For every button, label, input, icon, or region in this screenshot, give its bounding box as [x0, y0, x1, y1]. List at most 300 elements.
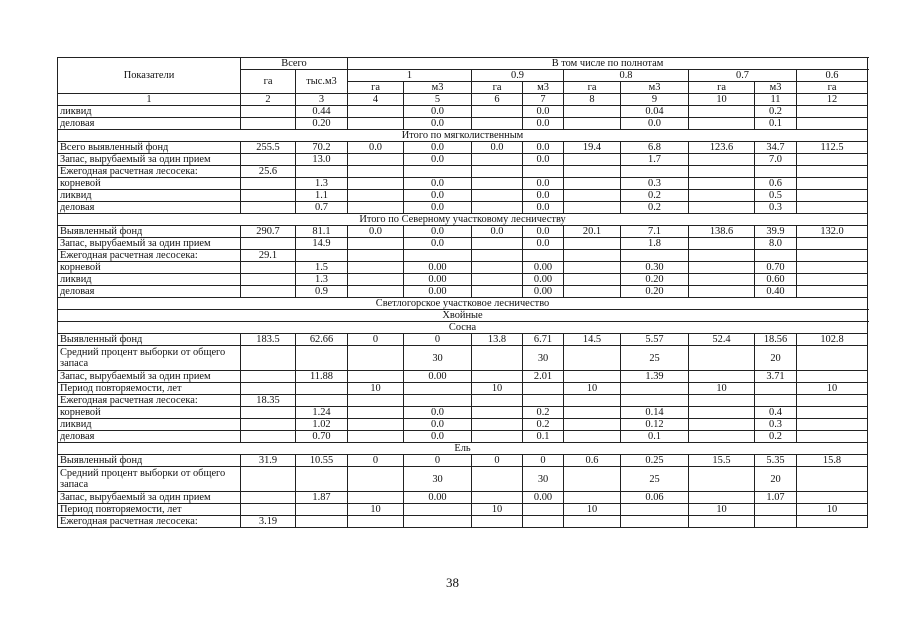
table-cell — [564, 407, 621, 419]
table-cell — [797, 286, 868, 298]
table-cell: 0.0 — [404, 106, 472, 118]
table-cell: 0 — [348, 334, 404, 346]
table-cell — [348, 274, 404, 286]
column-number: 3 — [296, 94, 348, 106]
table-cell: 0.20 — [296, 118, 348, 130]
table-cell — [797, 118, 868, 130]
table-cell: 0.0 — [523, 226, 564, 238]
table-cell — [523, 395, 564, 407]
row-label: корневой — [58, 407, 241, 419]
table-cell: 81.1 — [296, 226, 348, 238]
table-cell — [564, 250, 621, 262]
table-cell: 30 — [523, 467, 564, 492]
table-cell — [755, 516, 797, 528]
header-unit-m3: м3 — [523, 82, 564, 94]
table-cell: 138.6 — [689, 226, 755, 238]
row-label: Выявленный фонд — [58, 334, 241, 346]
table-cell: 0.0 — [404, 226, 472, 238]
column-number: 6 — [472, 94, 523, 106]
table-cell: 13.8 — [472, 334, 523, 346]
table-cell — [564, 202, 621, 214]
table-cell — [296, 516, 348, 528]
table-cell — [564, 346, 621, 371]
table-cell — [564, 178, 621, 190]
header-row-1 — [58, 58, 868, 70]
table-cell: 0.2 — [755, 106, 797, 118]
table-cell — [241, 467, 296, 492]
table-cell — [689, 250, 755, 262]
table-row — [58, 178, 868, 190]
table-cell: 0.0 — [523, 190, 564, 202]
table-cell: 30 — [523, 346, 564, 371]
table-cell: 6.71 — [523, 334, 564, 346]
header-density-0-6: 0.6 — [797, 70, 868, 82]
header-unit-ha: га — [564, 82, 621, 94]
table-cell: 0.0 — [523, 178, 564, 190]
table-cell — [404, 504, 472, 516]
table-cell: 0.00 — [404, 371, 472, 383]
table-cell — [472, 190, 523, 202]
table-cell — [564, 190, 621, 202]
table-cell — [472, 118, 523, 130]
table-cell — [621, 504, 689, 516]
table-cell — [241, 419, 296, 431]
table-cell — [472, 166, 523, 178]
row-label: Ежегодная расчетная лесосека: — [58, 395, 241, 407]
section-row — [58, 130, 868, 142]
table-cell — [689, 274, 755, 286]
row-label: деловая — [58, 431, 241, 443]
table-cell — [348, 431, 404, 443]
header-density-1: 1 — [348, 70, 472, 82]
table-cell: 0 — [404, 334, 472, 346]
table-cell: 10 — [797, 383, 868, 395]
table-row — [58, 395, 868, 407]
table-cell — [348, 190, 404, 202]
table-row — [58, 226, 868, 238]
table-cell: 0.00 — [404, 492, 472, 504]
table-cell: 0.40 — [755, 286, 797, 298]
table-cell: 0.00 — [404, 262, 472, 274]
table-cell — [797, 516, 868, 528]
table-cell — [472, 516, 523, 528]
row-label: Средний процент выборки от общего запаса — [58, 346, 241, 371]
section-title: Итого по мягколиственным — [58, 130, 868, 142]
row-label: Запас, вырубаемый за один прием — [58, 238, 241, 250]
table-cell — [348, 286, 404, 298]
table-cell: 0.0 — [348, 142, 404, 154]
table-row — [58, 262, 868, 274]
table-body — [58, 106, 868, 528]
table-cell: 0.00 — [523, 274, 564, 286]
table-cell: 132.0 — [797, 226, 868, 238]
table-cell: 30 — [404, 467, 472, 492]
table-cell — [404, 383, 472, 395]
row-label: Ежегодная расчетная лесосека: — [58, 166, 241, 178]
table-cell: 0.0 — [404, 142, 472, 154]
row-label: ликвид — [58, 419, 241, 431]
row-label: ликвид — [58, 106, 241, 118]
table-cell: 29.1 — [241, 250, 296, 262]
table-cell: 14.5 — [564, 334, 621, 346]
table-cell: 0.4 — [755, 407, 797, 419]
table-row — [58, 492, 868, 504]
table-cell — [689, 467, 755, 492]
table-cell — [348, 407, 404, 419]
table-cell: 0.0 — [348, 226, 404, 238]
table-cell — [241, 383, 296, 395]
table-cell: 0.0 — [404, 154, 472, 166]
header-by-density: В том числе по полнотам — [348, 58, 868, 70]
table-cell: 0.00 — [523, 492, 564, 504]
table-cell: 34.7 — [755, 142, 797, 154]
table-cell — [621, 516, 689, 528]
table-row — [58, 431, 868, 443]
table-cell: 39.9 — [755, 226, 797, 238]
table-cell: 123.6 — [689, 142, 755, 154]
table-cell — [689, 395, 755, 407]
table-cell: 0.6 — [755, 178, 797, 190]
table-cell — [689, 154, 755, 166]
table-cell — [296, 504, 348, 516]
table-cell: 10 — [564, 504, 621, 516]
table-row — [58, 106, 868, 118]
table-cell — [564, 516, 621, 528]
table-row — [58, 455, 868, 467]
table-cell — [241, 286, 296, 298]
table-cell — [797, 419, 868, 431]
table-cell: 1.5 — [296, 262, 348, 274]
table-cell — [348, 419, 404, 431]
table-cell — [797, 190, 868, 202]
table-cell: 14.9 — [296, 238, 348, 250]
table-cell: 0.0 — [523, 118, 564, 130]
table-cell: 0.0 — [523, 238, 564, 250]
table-cell: 10 — [797, 504, 868, 516]
table-cell: 0.2 — [523, 407, 564, 419]
row-label: деловая — [58, 118, 241, 130]
column-number: 5 — [404, 94, 472, 106]
table-cell — [348, 178, 404, 190]
table-cell: 30 — [404, 346, 472, 371]
section-title: Хвойные — [58, 310, 868, 322]
table-cell — [296, 383, 348, 395]
header-total-ha: га — [241, 70, 296, 94]
row-label: Запас, вырубаемый за один прием — [58, 492, 241, 504]
table-cell: 10 — [472, 504, 523, 516]
table-cell: 0.70 — [296, 431, 348, 443]
header-unit-m3: м3 — [621, 82, 689, 94]
table-cell — [797, 262, 868, 274]
header-density-0-9: 0.9 — [472, 70, 564, 82]
header-column-numbers — [58, 94, 868, 106]
table-cell: 0.04 — [621, 106, 689, 118]
table-cell: 10 — [689, 383, 755, 395]
table-cell: 0.0 — [404, 190, 472, 202]
table-cell — [621, 383, 689, 395]
table-row — [58, 407, 868, 419]
table-cell — [523, 383, 564, 395]
table-cell — [404, 516, 472, 528]
table-cell: 0 — [523, 455, 564, 467]
table-cell: 19.4 — [564, 142, 621, 154]
table-cell: 25.6 — [241, 166, 296, 178]
table-cell: 11.88 — [296, 371, 348, 383]
table-cell: 0.20 — [621, 286, 689, 298]
table-cell: 0.1 — [523, 431, 564, 443]
table-cell — [564, 154, 621, 166]
table-cell — [564, 492, 621, 504]
section-row — [58, 298, 868, 310]
section-title: Ель — [58, 443, 868, 455]
table-cell: 0.0 — [404, 407, 472, 419]
table-cell: 0.00 — [404, 274, 472, 286]
table-cell: 10 — [472, 383, 523, 395]
row-label: деловая — [58, 286, 241, 298]
table-cell — [472, 492, 523, 504]
table-row — [58, 142, 868, 154]
table-cell — [241, 504, 296, 516]
table-cell — [241, 431, 296, 443]
table-cell: 10 — [564, 383, 621, 395]
table-cell — [348, 371, 404, 383]
table-cell — [621, 395, 689, 407]
table-cell — [472, 395, 523, 407]
table-cell — [472, 419, 523, 431]
table-cell — [689, 190, 755, 202]
table-cell — [348, 250, 404, 262]
table-cell — [296, 346, 348, 371]
page-number: 38 — [446, 575, 459, 590]
table-cell: 52.4 — [689, 334, 755, 346]
table-cell — [348, 262, 404, 274]
table-cell — [404, 166, 472, 178]
table-row — [58, 190, 868, 202]
table-cell — [689, 371, 755, 383]
table-cell — [472, 371, 523, 383]
table-cell: 0.0 — [523, 202, 564, 214]
table-cell — [797, 467, 868, 492]
table-cell: 0.44 — [296, 106, 348, 118]
column-number: 1 — [58, 94, 241, 106]
table-cell — [472, 202, 523, 214]
table-cell: 1.02 — [296, 419, 348, 431]
table-cell: 0.12 — [621, 419, 689, 431]
table-cell: 1.87 — [296, 492, 348, 504]
header-unit-ha: га — [689, 82, 755, 94]
table-cell — [564, 286, 621, 298]
table-cell: 15.8 — [797, 455, 868, 467]
table-cell: 13.0 — [296, 154, 348, 166]
table-cell: 0.1 — [755, 118, 797, 130]
table-cell: 0.2 — [621, 190, 689, 202]
table-row — [58, 238, 868, 250]
table-row — [58, 467, 868, 492]
table-cell — [241, 202, 296, 214]
table-cell — [564, 238, 621, 250]
table-cell — [472, 346, 523, 371]
table-cell — [472, 250, 523, 262]
table-cell: 0.3 — [621, 178, 689, 190]
table-cell — [564, 371, 621, 383]
table-row — [58, 383, 868, 395]
column-number: 8 — [564, 94, 621, 106]
table-cell — [564, 467, 621, 492]
table-cell — [621, 250, 689, 262]
table-cell: 0.6 — [564, 455, 621, 467]
header-unit-m3: м3 — [755, 82, 797, 94]
table-cell: 0.00 — [523, 286, 564, 298]
table-cell — [755, 395, 797, 407]
table-cell — [296, 166, 348, 178]
table-cell — [564, 106, 621, 118]
table-cell — [348, 467, 404, 492]
table-cell: 10 — [348, 383, 404, 395]
table-row — [58, 250, 868, 262]
section-row — [58, 310, 868, 322]
table-cell: 1.3 — [296, 178, 348, 190]
table-cell — [241, 106, 296, 118]
table-cell — [797, 431, 868, 443]
table-cell — [241, 262, 296, 274]
table-cell — [472, 467, 523, 492]
table-cell — [348, 492, 404, 504]
table-cell: 0.00 — [404, 286, 472, 298]
table-cell — [241, 346, 296, 371]
table-cell — [797, 166, 868, 178]
table-cell — [348, 346, 404, 371]
table-cell: 255.5 — [241, 142, 296, 154]
table-cell — [241, 371, 296, 383]
row-label: ликвид — [58, 274, 241, 286]
table-cell — [472, 286, 523, 298]
table-cell: 10.55 — [296, 455, 348, 467]
table-row — [58, 334, 868, 346]
table-cell: 20 — [755, 346, 797, 371]
row-label: деловая — [58, 202, 241, 214]
row-label: Выявленный фонд — [58, 455, 241, 467]
table-cell: 18.35 — [241, 395, 296, 407]
table-cell: 183.5 — [241, 334, 296, 346]
table-cell: 0.9 — [296, 286, 348, 298]
table-cell — [797, 492, 868, 504]
table-cell: 0.0 — [472, 142, 523, 154]
row-label: Период повторяемости, лет — [58, 504, 241, 516]
table-cell: 0.0 — [404, 238, 472, 250]
table-cell: 0.0 — [404, 202, 472, 214]
table-cell: 0.0 — [523, 154, 564, 166]
table-cell: 0.0 — [404, 118, 472, 130]
table-cell — [472, 431, 523, 443]
table-cell — [564, 166, 621, 178]
table-cell — [797, 407, 868, 419]
table-cell — [348, 202, 404, 214]
table-row — [58, 419, 868, 431]
table-cell — [296, 467, 348, 492]
section-row — [58, 214, 868, 226]
table-cell: 112.5 — [797, 142, 868, 154]
table-cell — [348, 154, 404, 166]
table-cell — [755, 166, 797, 178]
table-cell: 0.60 — [755, 274, 797, 286]
header-indicators: Показатели — [58, 58, 241, 94]
table-cell — [241, 407, 296, 419]
table-row — [58, 346, 868, 371]
forest-fund-table — [57, 57, 868, 528]
header-unit-ha: га — [348, 82, 404, 94]
table-cell: 1.3 — [296, 274, 348, 286]
table-cell: 1.07 — [755, 492, 797, 504]
table-row — [58, 371, 868, 383]
table-cell — [472, 178, 523, 190]
table-cell: 62.66 — [296, 334, 348, 346]
table-cell: 102.8 — [797, 334, 868, 346]
table-row — [58, 202, 868, 214]
table-cell — [404, 395, 472, 407]
table-cell: 0.14 — [621, 407, 689, 419]
table-cell — [241, 492, 296, 504]
table-cell: 0.2 — [755, 431, 797, 443]
table-cell — [755, 250, 797, 262]
table-cell: 18.56 — [755, 334, 797, 346]
table-cell: 0.3 — [755, 419, 797, 431]
table-cell — [523, 250, 564, 262]
table-cell: 31.9 — [241, 455, 296, 467]
table-cell — [564, 262, 621, 274]
table-cell — [689, 419, 755, 431]
table-cell: 0.5 — [755, 190, 797, 202]
table-cell: 8.0 — [755, 238, 797, 250]
row-label: Выявленный фонд — [58, 226, 241, 238]
row-label: ликвид — [58, 190, 241, 202]
table-cell — [241, 190, 296, 202]
table-cell: 0.25 — [621, 455, 689, 467]
header-density-0-8: 0.8 — [564, 70, 689, 82]
header-total-thousand-m3: тыс.м3 — [296, 70, 348, 94]
table-cell: 1.39 — [621, 371, 689, 383]
table-cell — [523, 504, 564, 516]
row-label: корневой — [58, 178, 241, 190]
table-cell: 10 — [689, 504, 755, 516]
table-cell — [348, 516, 404, 528]
section-row — [58, 322, 868, 334]
table-cell: 0.2 — [523, 419, 564, 431]
row-label: Всего выявленный фонд — [58, 142, 241, 154]
table-cell: 0.2 — [621, 202, 689, 214]
table-cell — [472, 106, 523, 118]
table-cell: 3.19 — [241, 516, 296, 528]
table-cell — [689, 238, 755, 250]
table-cell — [689, 262, 755, 274]
row-label: корневой — [58, 262, 241, 274]
column-number: 10 — [689, 94, 755, 106]
table-cell — [472, 262, 523, 274]
table-cell: 20 — [755, 467, 797, 492]
table-cell: 20.1 — [564, 226, 621, 238]
table-cell: 70.2 — [296, 142, 348, 154]
table-cell — [755, 383, 797, 395]
table-cell — [348, 238, 404, 250]
table-cell: 0 — [348, 455, 404, 467]
row-label: Период повторяемости, лет — [58, 383, 241, 395]
table-cell — [564, 395, 621, 407]
table-cell — [689, 106, 755, 118]
table-cell: 2.01 — [523, 371, 564, 383]
table-cell: 1.24 — [296, 407, 348, 419]
table-cell — [348, 395, 404, 407]
table-cell: 1.7 — [621, 154, 689, 166]
table-cell: 5.35 — [755, 455, 797, 467]
